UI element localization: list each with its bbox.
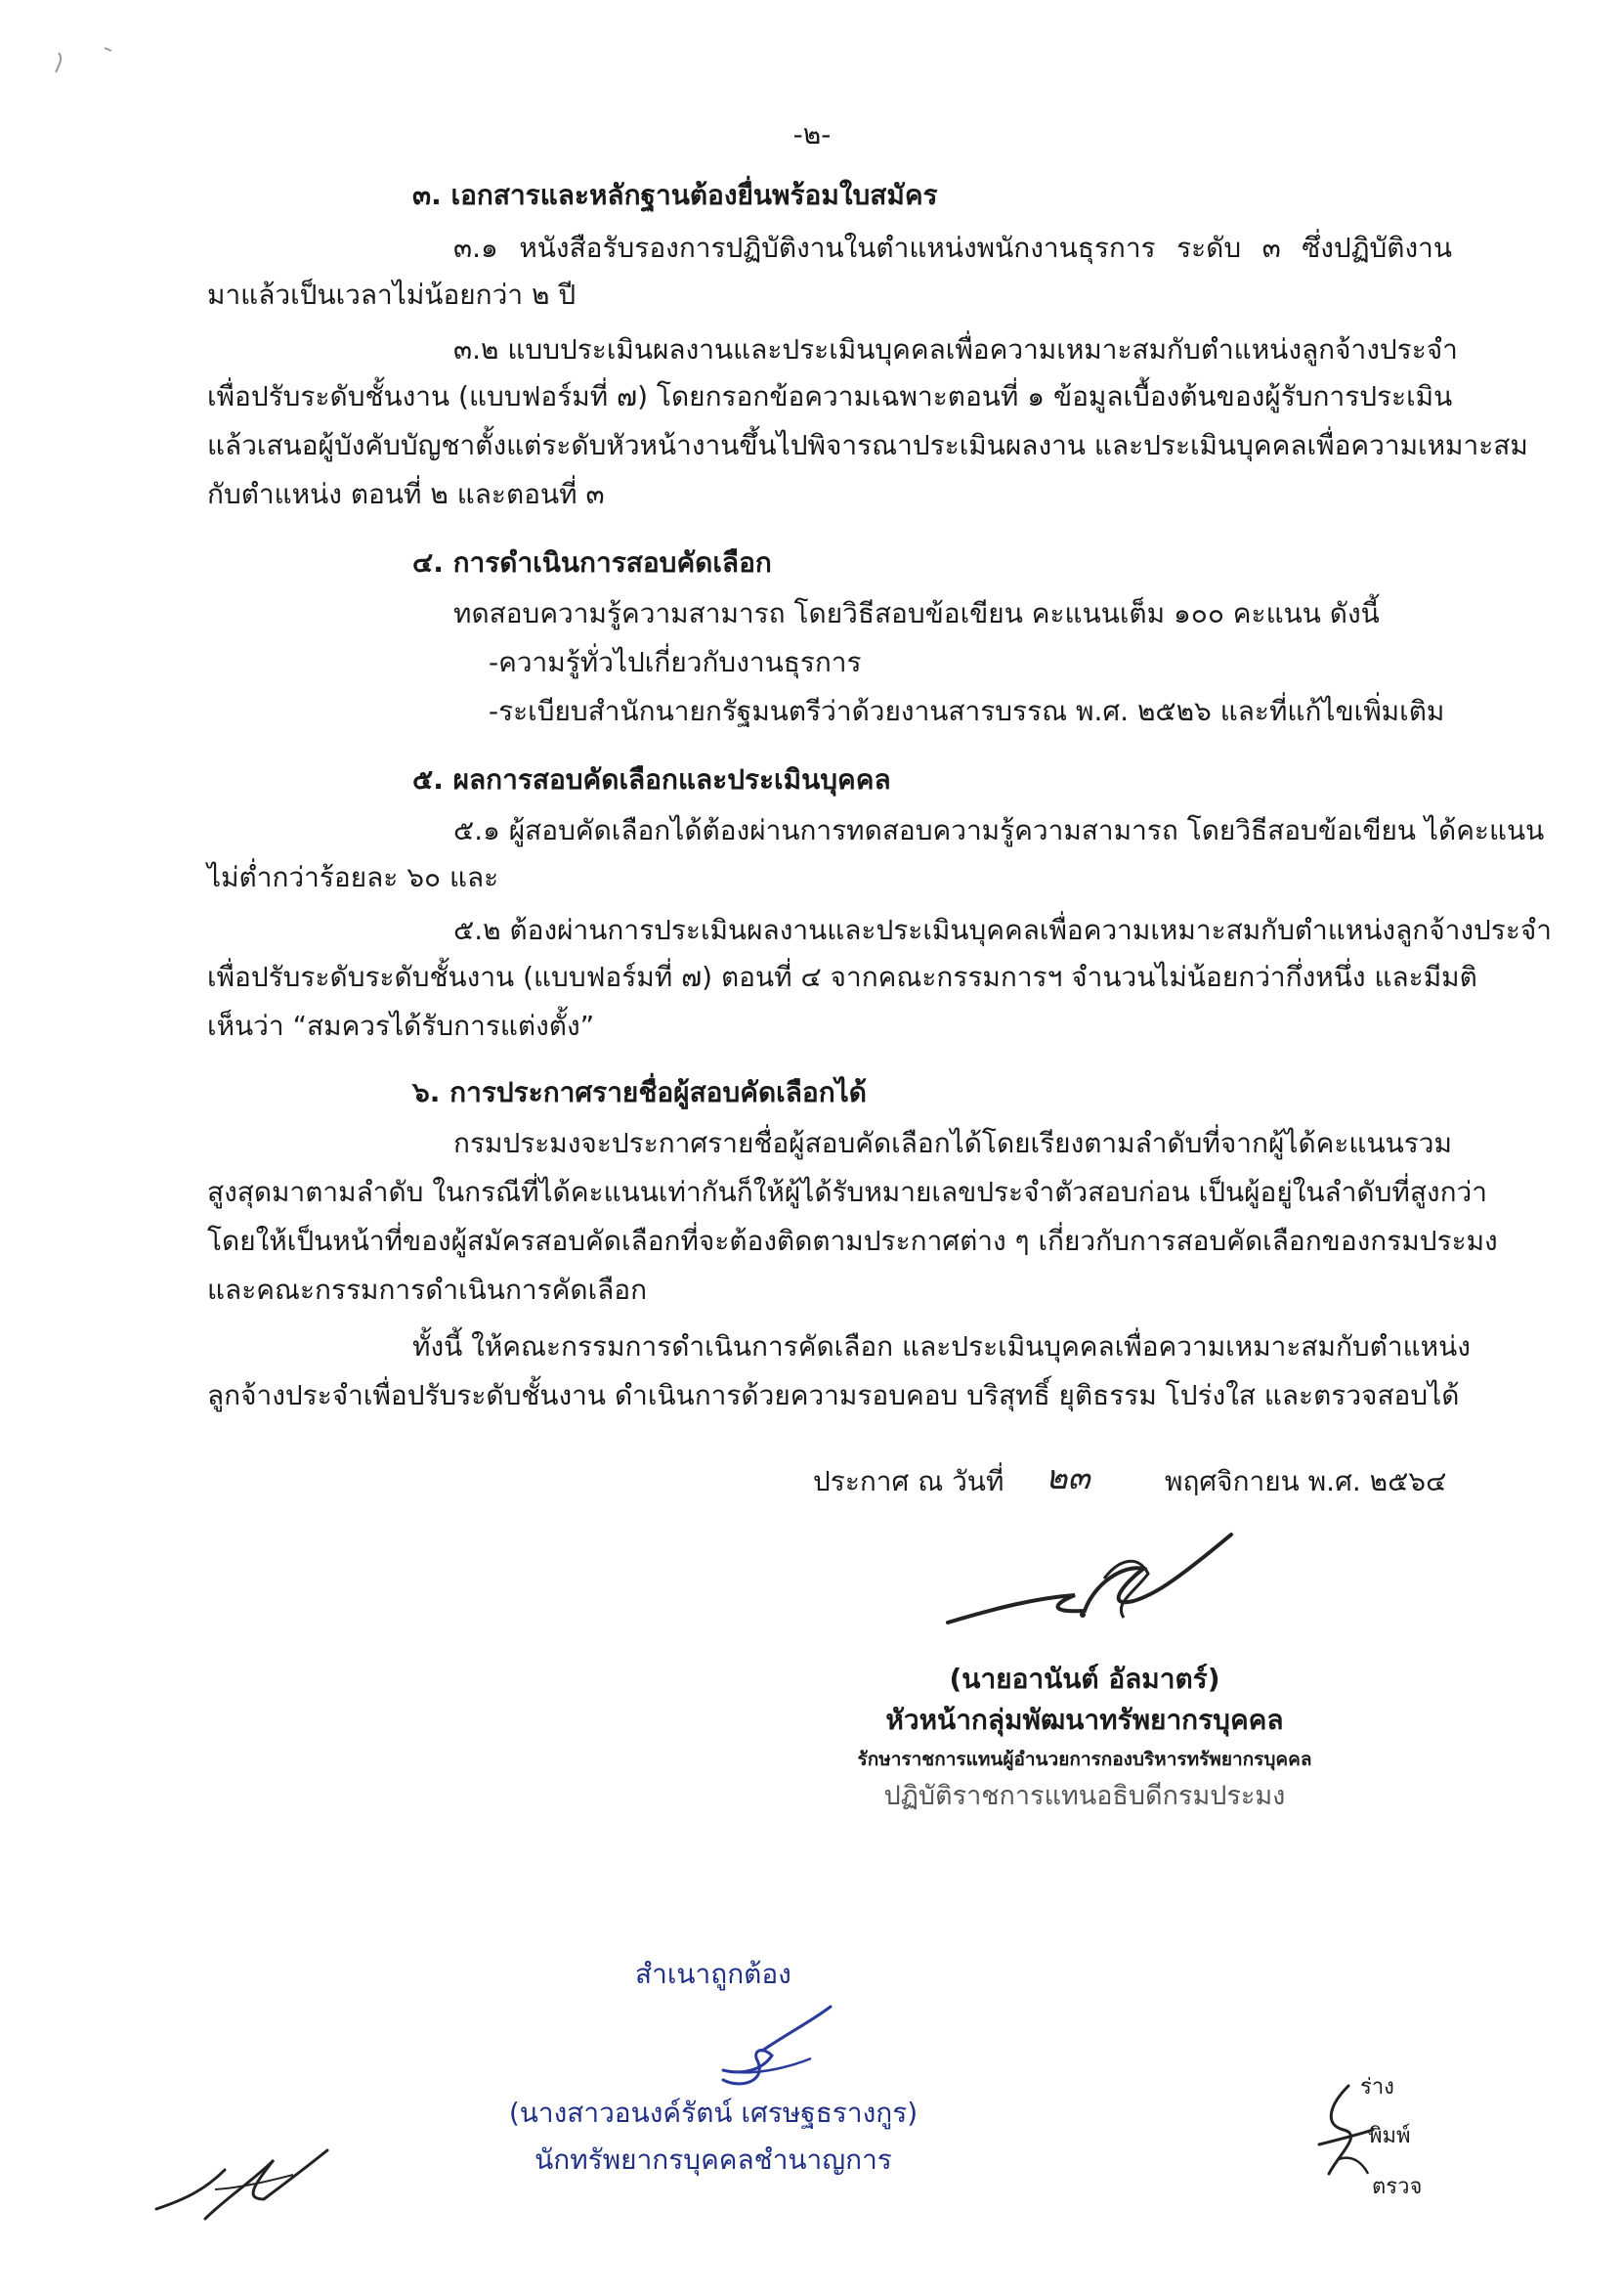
section-6-heading: ๖. การประกาศรายชื่อผู้สอบคัดเลือกได้ xyxy=(412,1076,867,1108)
certifier-name: (นางสาวอนงค์รัตน์ เศรษฐธรางกูร) xyxy=(508,2097,919,2129)
signer-name: (นายอานันต์ อัลมาตร์) xyxy=(949,1663,1220,1695)
signer-acting-2: ปฏิบัติราชการแทนอธิบดีกรมประมง xyxy=(883,1781,1286,1811)
certifier-position: นักทรัพยากรบุคคลชำนาญการ xyxy=(534,2143,892,2176)
section-3-1-line-2: มาแล้วเป็นเวลาไม่น้อยกว่า ๒ ปี xyxy=(207,279,577,311)
section-5-2-line-3: เห็นว่า “สมควรได้รับการแต่งตั้ง” xyxy=(207,1010,595,1042)
section-3-2-line-3: แล้วเสนอผู้บังคับบัญชาตั้งแต่ระดับหัวหน้างานขึ้นไปพิจารณาประเมินผลงาน และประเมินบุคคลเพื่อความเหมาะสม xyxy=(207,429,1528,461)
announce-prefix: ประกาศ ณ วันที่ xyxy=(813,1465,1004,1497)
section-3-2-line-4: กับตำแหน่ง ตอนที่ ๒ และตอนที่ ๓ xyxy=(207,478,605,510)
closing-line-2: ลูกจ้างประจำเพื่อปรับระดับชั้นงาน ดำเนินการด้วยความรอบคอบ บริสุทธิ์ ยุติธรรม โปร่งใส และตรวจสอบได้ xyxy=(207,1379,1460,1411)
section-3-2-line-2: เพื่อปรับระดับชั้นงาน (แบบฟอร์มที่ ๗) โดยกรอกข้อความเฉพาะตอนที่ ๑ ข้อมูลเบื้องต้นของผู้รับการประเมิน xyxy=(207,380,1453,412)
signer-acting-1: รักษาราชการแทนผู้อำนวยการกองบริหารทรัพยากรบุคคล xyxy=(857,1749,1312,1770)
signer-signature-image xyxy=(938,1525,1251,1642)
note-draft: ร่าง xyxy=(1360,2075,1394,2100)
section-3-heading: ๓. เอกสารและหลักฐานต้องยื่นพร้อมใบสมัคร xyxy=(412,179,938,211)
section-4-heading: ๔. การดำเนินการสอบคัดเลือก xyxy=(412,546,772,579)
section-5-1-line-2: ไม่ต่ำกว่าร้อยละ ๖๐ และ xyxy=(207,861,499,893)
section-6-line-1: กรมประมงจะประกาศรายชื่อผู้สอบคัดเลือกได้โดยเรียงตามลำดับที่จากผู้ได้คะแนนรวม xyxy=(453,1127,1452,1159)
section-4-line-1: ทดสอบความรู้ความสามารถ โดยวิธีสอบข้อเขียน คะแนนเต็ม ๑๐๐ คะแนน ดังนี้ xyxy=(453,597,1380,629)
section-4-line-3: -ระเบียบสำนักนายกรัฐมนตรีว่าด้วยงานสารบรรณ พ.ศ. ๒๕๒๖ และที่แก้ไขเพิ่มเติม xyxy=(489,695,1445,727)
certified-copy-stamp: สำเนาถูกต้อง xyxy=(635,1958,791,1990)
section-3-1-line-1: ๓.๑ หนังสือรับรองการปฏิบัติงานในตำแหน่งพนักงานธุรการ ระดับ ๓ ซึ่งปฏิบัติงาน xyxy=(453,232,1452,264)
section-5-heading: ๕. ผลการสอบคัดเลือกและประเมินบุคคล xyxy=(412,763,891,796)
note-print: พิมพ์ xyxy=(1368,2124,1411,2148)
note-check: ตรวจ xyxy=(1372,2175,1423,2199)
section-6-line-3: โดยให้เป็นหน้าที่ของผู้สมัครสอบคัดเลือกที่จะต้องติดตามประกาศต่าง ๆ เกี่ยวกับการสอบคัดเลือกของกรมประมง xyxy=(207,1225,1498,1257)
section-5-2-line-1: ๕.๒ ต้องผ่านการประเมินผลงานและประเมินบุคคลเพื่อความเหมาะสมกับตำแหน่งลูกจ้างประจำ xyxy=(453,914,1552,946)
initials-mark-right xyxy=(1309,2076,1378,2184)
section-5-1-line-1: ๕.๑ ผู้สอบคัดเลือกได้ต้องผ่านการทดสอบความรู้ความสามารถ โดยวิธีสอบข้อเขียน ได้คะแนน xyxy=(453,814,1545,846)
section-5-2-line-2: เพื่อปรับระดับระดับชั้นงาน (แบบฟอร์มที่ ๗) ตอนที่ ๔ จากคณะกรรมการฯ จำนวนไม่น้อยกว่ากึ่งหนึ่ง และมีมติ xyxy=(207,961,1477,993)
section-3-2-line-1: ๓.๒ แบบประเมินผลงานและประเมินบุคคลเพื่อความเหมาะสมกับตำแหน่งลูกจ้างประจำ xyxy=(453,333,1458,366)
certifier-signature-image xyxy=(704,2002,840,2100)
section-4-line-2: -ความรู้ทั่วไปเกี่ยวกับงานธุรการ xyxy=(489,646,862,678)
section-6-line-4: และคณะกรรมการดำเนินการคัดเลือก xyxy=(207,1274,648,1306)
announce-month-year: พฤศจิกายน พ.ศ. ๒๕๖๔ xyxy=(1165,1465,1447,1497)
signer-title: หัวหน้ากลุ่มพัฒนาทรัพยากรบุคคล xyxy=(885,1704,1284,1736)
scan-artifact xyxy=(51,43,119,82)
page-number: -๒- xyxy=(792,118,832,151)
initials-mark-left xyxy=(147,2131,332,2229)
section-6-line-2: สูงสุดมาตามลำดับ ในกรณีที่ได้คะแนนเท่ากันก็ให้ผู้ได้รับหมายเลขประจำตัวสอบก่อน เป็นผู้อยู่ในลำดับที่สูงกว่า xyxy=(207,1176,1487,1208)
closing-line-1: ทั้งนี้ ให้คณะกรรมการดำเนินการคัดเลือก และประเมินบุคคลเพื่อความเหมาะสมกับตำแหน่ง xyxy=(412,1330,1471,1363)
announce-day: ๒๓ xyxy=(1046,1458,1090,1497)
